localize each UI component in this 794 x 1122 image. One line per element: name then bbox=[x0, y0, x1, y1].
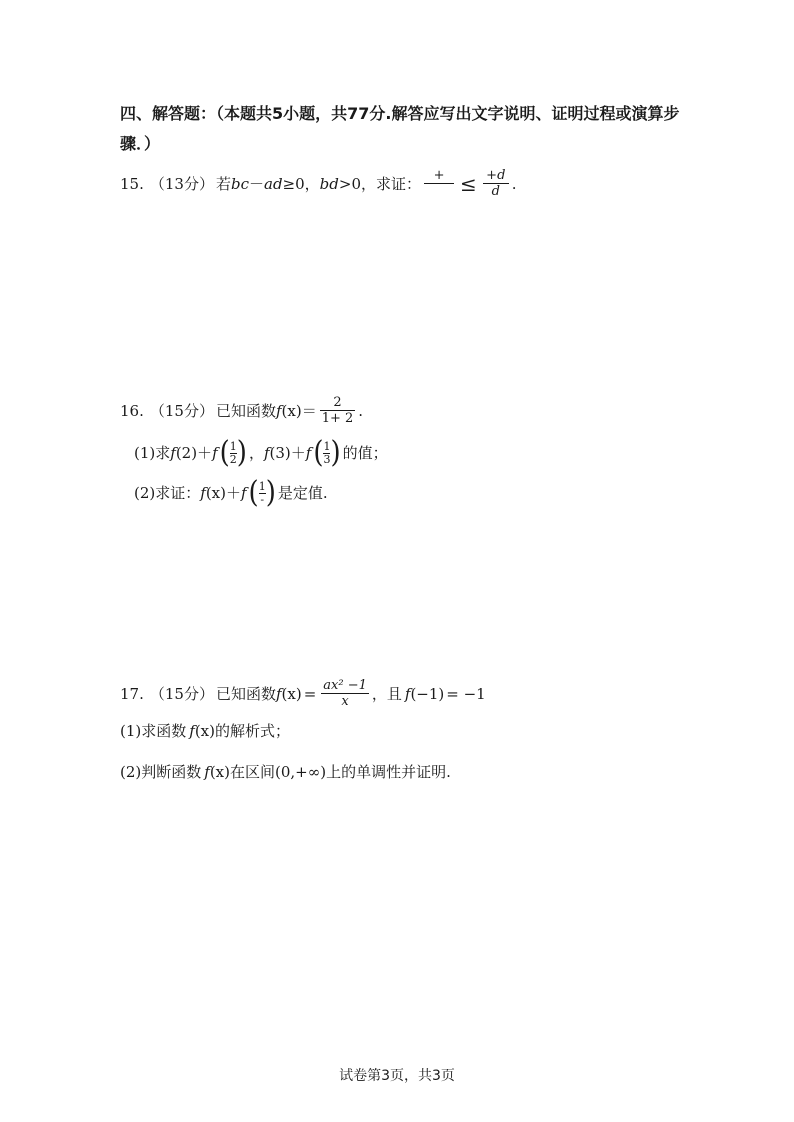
text: . bbox=[358, 401, 364, 420]
fraction-denominator: 3 bbox=[323, 452, 331, 466]
text: (2)求证： bbox=[134, 484, 201, 502]
math-arg: (x) bbox=[209, 763, 230, 781]
fraction bbox=[321, 678, 369, 709]
math-op: － bbox=[248, 174, 264, 193]
text: 是定值. bbox=[277, 484, 328, 502]
paren-fraction bbox=[313, 435, 341, 471]
fraction-denominator bbox=[435, 184, 443, 199]
fraction-left bbox=[424, 168, 454, 199]
text: (2)判断函数 bbox=[120, 763, 202, 781]
text: ，且 bbox=[371, 684, 402, 703]
text: 的解析式； bbox=[214, 722, 290, 740]
math-func: f bbox=[404, 684, 411, 703]
fraction-numerator: 1 bbox=[229, 439, 237, 453]
text: >0，求证： bbox=[338, 174, 422, 193]
math-op: ≤ bbox=[460, 171, 477, 196]
text: 若 bbox=[215, 174, 231, 193]
fraction-denominator: x bbox=[341, 694, 349, 709]
right-paren: ) bbox=[236, 435, 247, 471]
text: 已知函数 bbox=[215, 401, 276, 420]
left-paren: ( bbox=[313, 435, 324, 471]
fraction-numerator: + bbox=[433, 168, 445, 183]
page-footer: 试卷第3页，共3页 bbox=[339, 1068, 455, 1084]
math-func: f bbox=[170, 444, 176, 462]
math-arg: (x) bbox=[194, 722, 215, 740]
fraction bbox=[323, 441, 330, 466]
left-paren: ( bbox=[219, 435, 230, 471]
text: (1)求函数 bbox=[120, 722, 187, 740]
math-arg: (x)＋ bbox=[205, 484, 241, 502]
problem-score: （15分） bbox=[149, 684, 214, 703]
text: ， bbox=[248, 444, 264, 462]
fraction-denominator: 2 bbox=[229, 452, 237, 466]
problem-number: 15. bbox=[120, 174, 144, 193]
problem-17 bbox=[120, 678, 486, 709]
fraction-denominator: 1+ 2 bbox=[321, 411, 354, 426]
paren-fraction bbox=[219, 435, 247, 471]
fraction bbox=[320, 395, 356, 426]
fraction-numerator: 1 bbox=[258, 479, 266, 493]
problem-16-part-2 bbox=[134, 475, 328, 511]
problem-17-part-1 bbox=[120, 720, 290, 742]
problem-score: （13分） bbox=[149, 174, 214, 193]
fraction bbox=[259, 481, 266, 506]
math-op: = bbox=[303, 684, 317, 703]
fraction-numerator: 2 bbox=[333, 395, 342, 410]
math-func: f bbox=[204, 763, 210, 781]
text: 上的单调性并证明. bbox=[326, 763, 451, 781]
left-paren: ( bbox=[248, 475, 259, 511]
math-var: bd bbox=[319, 174, 339, 193]
fraction-right bbox=[483, 168, 509, 199]
math-func: f bbox=[200, 484, 206, 502]
problem-number: 16. bbox=[120, 401, 144, 420]
right-paren: ) bbox=[265, 475, 276, 511]
math-func: f bbox=[275, 684, 282, 703]
problem-number: 17. bbox=[120, 684, 144, 703]
text: (1)求 bbox=[134, 444, 171, 462]
math-func: f bbox=[275, 401, 282, 420]
math-func: f bbox=[240, 484, 247, 502]
fraction-numerator: +d bbox=[486, 168, 506, 183]
paren-fraction bbox=[248, 475, 276, 511]
math-arg: (3)＋ bbox=[269, 444, 306, 462]
math-func: f bbox=[305, 444, 312, 462]
problem-17-part-2 bbox=[120, 761, 451, 783]
text: . bbox=[511, 174, 517, 193]
text: ≥0， bbox=[282, 174, 320, 193]
math-func: f bbox=[189, 722, 195, 740]
problem-16 bbox=[120, 395, 363, 426]
fraction-numerator: ax² −1 bbox=[323, 678, 367, 693]
math-op: ＝ bbox=[301, 401, 317, 420]
problem-15 bbox=[120, 168, 517, 199]
math-value: = −1 bbox=[446, 684, 486, 703]
fraction bbox=[230, 441, 237, 466]
fraction-numerator: 1 bbox=[323, 439, 331, 453]
problem-16-part-1 bbox=[134, 435, 388, 471]
text: 已知函数 bbox=[215, 684, 276, 703]
problem-score: （15分） bbox=[149, 401, 214, 420]
math-interval: (0,+∞) bbox=[275, 763, 327, 781]
math-func: f bbox=[212, 444, 218, 462]
math-arg: (2)＋ bbox=[175, 444, 213, 462]
section-heading: 四、解答题：（本题共5小题，共77分.解答应写出文字说明、证明过程或演算步骤．） bbox=[120, 104, 680, 153]
text: 的值； bbox=[342, 444, 388, 462]
fraction-denominator: d bbox=[491, 184, 500, 199]
text: 在区间 bbox=[229, 763, 275, 781]
math-arg: (x) bbox=[281, 401, 302, 420]
math-func: f bbox=[263, 444, 270, 462]
math-var: bc bbox=[230, 174, 249, 193]
fraction-denominator: - bbox=[260, 492, 265, 506]
math-arg: (−1) bbox=[410, 684, 445, 703]
math-var: ad bbox=[264, 174, 283, 193]
right-paren: ) bbox=[330, 435, 341, 471]
math-arg: (x) bbox=[281, 684, 302, 703]
